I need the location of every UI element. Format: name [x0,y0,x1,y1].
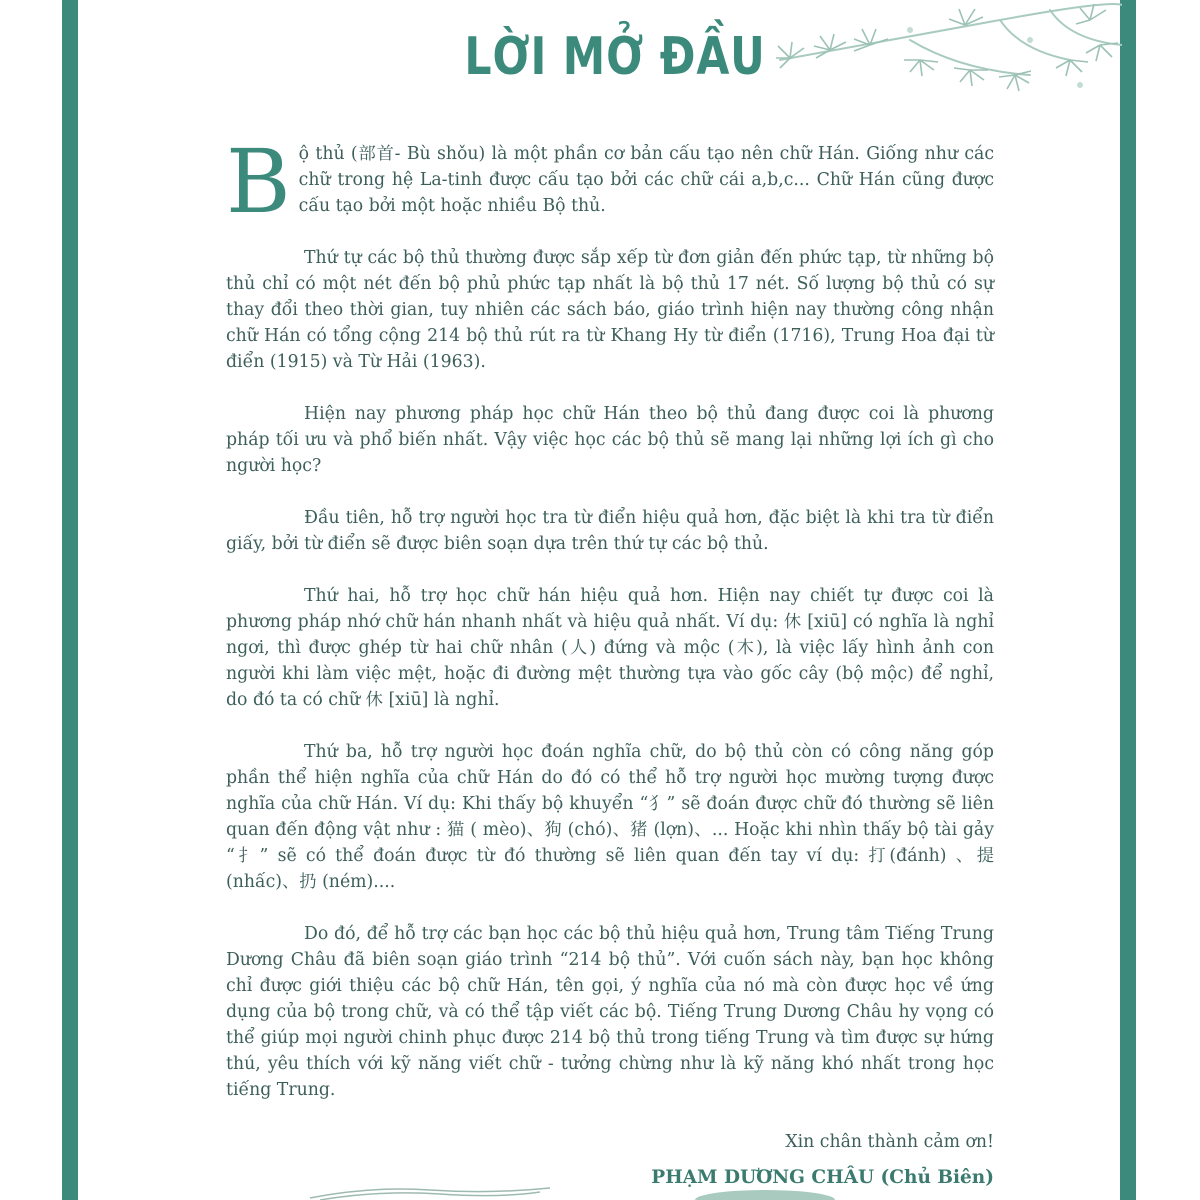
right-border-bar [1120,0,1136,1200]
paragraph-2: Thứ tự các bộ thủ thường được sắp xếp từ đơn giản đến phức tạp, từ những bộ thủ chỉ có một nét đến bộ phủ phức tạp nhất là bộ thủ 17 nét. Số lượng bộ thủ có sự thay đổi theo thời gian, tuy nhiên các sách báo, giáo trình hiện nay thường công nhận chữ Hán có tổng cộng 214 bộ thủ rút ra từ Khang Hy từ điển (1716), Trung Hoa đại từ điển (1915) và Từ Hải (1963). [226,248,994,372]
paragraph-1 [226,130,994,233]
paragraph-5: Thứ hai, hỗ trợ học chữ hán hiệu quả hơn. Hiện nay chiết tự được coi là phương pháp nhớ chữ hán nhanh nhất và hiệu quả nhất. Ví dụ: 休 [xiū] có nghĩa là nghỉ ngơi, thì được ghép từ hai chữ nhân (人) đứng và mộc (木), là việc lấy hình ảnh con người khi làm việc mệt, hoặc đi đường mệt thường tựa vào gốc cây (bộ mộc) để nghỉ, do đó ta có chữ 休 [xiū] là nghỉ. [226,586,994,710]
paragraph-1-text: ộ thủ (部首- Bù shǒu) là một phần cơ bản cấu tạo nên chữ Hán. Giống như các chữ trong hệ La-tinh được cấu tạo bởi các chữ cái a,b,c... Chữ Hán cũng được cấu tạo bởi một hoặc nhiều Bộ thủ. [298,144,994,216]
paragraph-3: Hiện nay phương pháp học chữ Hán theo bộ thủ đang được coi là phương pháp tối ưu và phổ biến nhất. Vậy việc học các bộ thủ sẽ mang lại những lợi ích gì cho người học? [226,404,994,476]
drop-cap: B [226,130,291,233]
pine-branch-icon [770,0,1122,120]
ornament-blob-icon [690,1185,840,1200]
left-border-bar [62,0,78,1200]
page-title: LỜI MỞ ĐẦU [464,27,766,87]
preface-body [226,130,994,1191]
paragraph-4: Đầu tiên, hỗ trợ người học tra từ điển hiệu quả hơn, đặc biệt là khi tra từ điển giấy, bởi từ điển sẽ được biên soạn dựa trên thứ tự các bộ thủ. [226,508,994,554]
author-signature: PHẠM DƯƠNG CHÂU (Chủ Biên) [651,1167,994,1188]
scroll-ornament-icon [300,1180,560,1200]
paragraph-6: Thứ ba, hỗ trợ người học đoán nghĩa chữ, do bộ thủ còn có công năng góp phần thể hiện nghĩa của chữ Hán do đó có thể hỗ trợ người học mường tượng được nghĩa của chữ Hán. Ví dụ: Khi thấy bộ khuyển “犭” sẽ đoán được chữ đó thường sẽ liên quan đến động vật như : 猫 ( mèo)、狗 (chó)、猪 (lợn)、... Hoặc khi nhìn thấy bộ tài gảy “扌” sẽ có thể đoán được từ đó thường sẽ liên quan đến tay ví dụ: 打(đánh) 、提 (nhấc)、扔 (ném).... [226,742,994,892]
closing-line: Xin chân thành cảm ơn! [785,1132,994,1152]
paragraph-7: Do đó, để hỗ trợ các bạn học các bộ thủ hiệu quả hơn, Trung tâm Tiếng Trung Dương Châu đã biên soạn giáo trình “214 bộ thủ”. Với cuốn sách này, bạn học không chỉ được giới thiệu các bộ chữ Hán, tên gọi, ý nghĩa của nó mà còn được học về ứng dụng của bộ trong chữ, và có thể tập viết các bộ. Tiếng Trung Dương Châu hy vọng có thể giúp mọi người chinh phục được 214 bộ thủ trong tiếng Trung và tìm được sự hứng thú, yêu thích với kỹ năng viết chữ - tưởng chừng như là kỹ năng khó nhất trong học tiếng Trung. [226,924,994,1100]
